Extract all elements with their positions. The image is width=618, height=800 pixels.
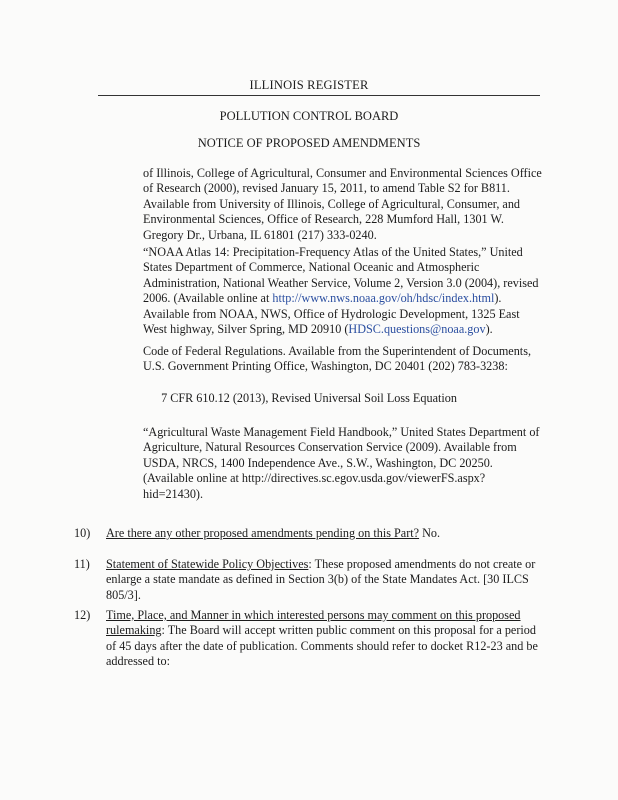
paragraph-cfr: Code of Federal Regulations. Available from the Superintendent of Documents, U.S. Government Printing Office, Washington, DC 20401 (202) 783-3238: xyxy=(143,344,531,374)
item-number: 10) xyxy=(74,526,91,540)
paragraph-noaa-atlas xyxy=(143,245,543,337)
item-body: : These proposed amendments do not create or enlarge a state mandate as defined in Section 3(b) of the State Mandates Act. [30 ILCS 805/3]. xyxy=(106,557,536,602)
item-10 xyxy=(106,526,546,541)
item-body: No. xyxy=(419,526,441,540)
noaa-text-a: “NOAA Atlas 14: Precipitation-Frequency Atlas of the United States,” United States Department of Commerce, National Oceanic and Atmospheric Administration, National Weather Service, Volume 2, Version 3.0 (2004), revised 2006. (Available online at xyxy=(143,245,539,306)
hdsc-email-link[interactable]: HDSC.questions@noaa.gov xyxy=(348,322,486,337)
item-number: 11) xyxy=(74,557,90,571)
noaa-text-c: ). xyxy=(485,322,493,337)
item-11 xyxy=(106,557,546,603)
paragraph-waste-handbook: “Agricultural Waste Management Field Handbook,” United States Department of Agriculture, Natural Resources Conservation Service (2009). Available from USDA, NRCS, 1400 Independence Ave., S.W., Washington, DC 20250. (Available online at http://directives.sc.egov.usda.gov/viewerFS.aspx?hid=21430). xyxy=(143,425,540,501)
paragraph-illinois-research: of Illinois, College of Agricultural, Consumer and Environmental Sciences Office of Research (2000), revised January 15, 2011, to amend Table S2 for B811. Available from University of Illinois, College of Agricultural, Consumer, and Environmental Sciences, Office of Research, 228 Mumford Hall, 1301 W. Gregory Dr., Urbana, IL 61801 (217) 333-0240. xyxy=(143,166,542,242)
item-number: 12) xyxy=(74,608,91,622)
noaa-hdsc-link[interactable]: http://www.nws.noaa.gov/oh/hdsc/index.html xyxy=(272,291,495,306)
item-body: : The Board will accept written public comment on this proposal for a period of 45 days after the date of publication. Comments should refer to docket R12-23 and be addressed to: xyxy=(106,623,538,669)
cfr-citation: 7 CFR 610.12 (2013), Revised Universal Soil Loss Equation xyxy=(161,391,457,405)
item-heading: Statement of Statewide Policy Objectives xyxy=(106,557,309,571)
header-rule xyxy=(98,95,540,96)
board-name: POLLUTION CONTROL BOARD xyxy=(219,109,399,123)
item-heading: Are there any other proposed amendments pending on this Part? xyxy=(106,526,420,540)
register-title: ILLINOIS REGISTER xyxy=(249,78,369,92)
item-12 xyxy=(106,608,546,670)
noaa-text-b: ). Available from NOAA, NWS, Office of Hydrologic Development, 1325 East West highway, Silver Spring, MD 20910 ( xyxy=(143,291,520,337)
notice-title: NOTICE OF PROPOSED AMENDMENTS xyxy=(197,136,421,150)
item-heading: Time, Place, and Manner in which interested persons may comment on this proposed rulemaking xyxy=(106,608,521,638)
